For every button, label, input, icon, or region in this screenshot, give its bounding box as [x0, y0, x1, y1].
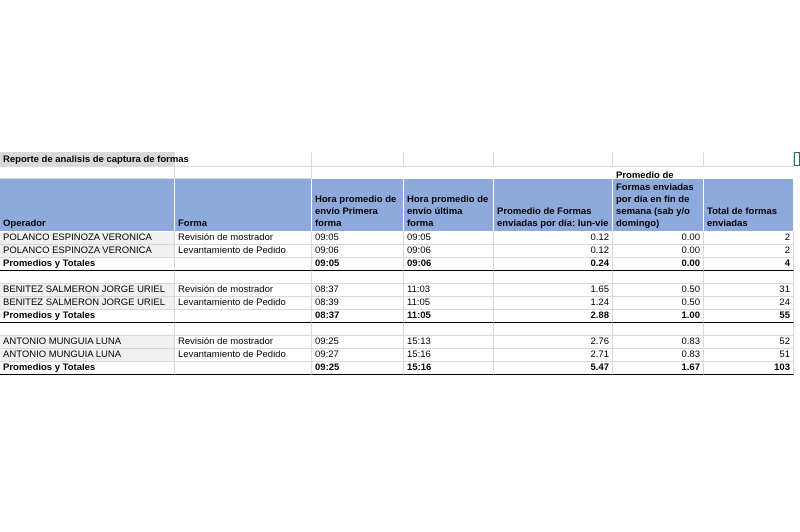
weekday-avg-cell[interactable]: 0.12: [494, 245, 613, 258]
empty-cell[interactable]: [704, 152, 794, 167]
operador-cell[interactable]: POLANCO ESPINOZA VERONICA: [0, 232, 175, 245]
first-time-cell[interactable]: 09:05: [312, 232, 404, 245]
empty-cell[interactable]: [404, 271, 494, 284]
totals-label[interactable]: Promedios y Totales: [0, 258, 175, 271]
last-time-cell[interactable]: 15:16: [404, 362, 494, 375]
empty-cell[interactable]: [175, 323, 312, 336]
first-time-cell[interactable]: 09:25: [312, 336, 404, 349]
forma-cell[interactable]: [175, 258, 312, 271]
empty-cell[interactable]: [404, 323, 494, 336]
empty-cell[interactable]: [613, 152, 704, 167]
empty-cell[interactable]: [704, 323, 794, 336]
empty-cell[interactable]: [704, 271, 794, 284]
table-row: [0, 245, 800, 258]
total-cell[interactable]: 24: [704, 297, 794, 310]
empty-cell[interactable]: [494, 271, 613, 284]
empty-cell[interactable]: [175, 167, 312, 179]
total-cell[interactable]: 51: [704, 349, 794, 362]
report-title[interactable]: Reporte de analisis de captura de formas: [0, 152, 175, 167]
forma-cell[interactable]: Levantamiento de Pedido: [175, 245, 312, 258]
weekend-avg-cell[interactable]: 0.00: [613, 232, 704, 245]
title-row: [0, 152, 800, 167]
operador-cell[interactable]: POLANCO ESPINOZA VERONICA: [0, 245, 175, 258]
last-time-cell[interactable]: 09:06: [404, 258, 494, 271]
empty-cell[interactable]: [175, 152, 312, 167]
weekday-avg-cell[interactable]: 0.24: [494, 258, 613, 271]
total-cell[interactable]: 103: [704, 362, 794, 375]
total-cell[interactable]: 31: [704, 284, 794, 297]
totals-row: [0, 310, 800, 323]
empty-cell[interactable]: [312, 323, 404, 336]
header-row: [0, 170, 800, 232]
table-row: [0, 297, 800, 310]
operador-cell[interactable]: ANTONIO MUNGUIA LUNA: [0, 336, 175, 349]
operador-cell[interactable]: BENITEZ SALMERON JORGE URIEL: [0, 297, 175, 310]
column-header-first-form-time[interactable]: Hora promedio de envío Primera forma: [312, 179, 404, 232]
totals-label[interactable]: Promedios y Totales: [0, 310, 175, 323]
first-time-cell[interactable]: 09:06: [312, 245, 404, 258]
spacer-row: [0, 323, 800, 336]
weekday-avg-cell[interactable]: 5.47: [494, 362, 613, 375]
column-header-weekday-avg[interactable]: Promedio de Formas enviadas por día: lun-vie: [494, 179, 613, 232]
forma-cell[interactable]: [175, 362, 312, 375]
empty-cell[interactable]: [613, 271, 704, 284]
weekday-avg-cell[interactable]: 0.12: [494, 232, 613, 245]
weekday-avg-cell[interactable]: 1.24: [494, 297, 613, 310]
last-time-cell[interactable]: 11:03: [404, 284, 494, 297]
first-time-cell[interactable]: 08:39: [312, 297, 404, 310]
table-row: [0, 349, 800, 362]
last-time-cell[interactable]: 11:05: [404, 310, 494, 323]
empty-cell[interactable]: [312, 152, 404, 167]
empty-cell[interactable]: [613, 323, 704, 336]
first-time-cell[interactable]: 09:05: [312, 258, 404, 271]
weekend-avg-cell[interactable]: 0.00: [613, 245, 704, 258]
empty-cell[interactable]: [494, 323, 613, 336]
weekend-avg-cell[interactable]: 0.50: [613, 297, 704, 310]
forma-cell[interactable]: Revisión de mostrador: [175, 232, 312, 245]
weekend-avg-cell[interactable]: 0.50: [613, 284, 704, 297]
weekend-avg-cell[interactable]: 0.83: [613, 349, 704, 362]
weekend-avg-cell[interactable]: 1.67: [613, 362, 704, 375]
empty-cell[interactable]: [404, 152, 494, 167]
last-time-cell[interactable]: 15:16: [404, 349, 494, 362]
empty-cell[interactable]: [175, 271, 312, 284]
forma-cell[interactable]: Revisión de mostrador: [175, 336, 312, 349]
weekend-avg-cell[interactable]: 0.00: [613, 258, 704, 271]
first-time-cell[interactable]: 08:37: [312, 284, 404, 297]
table-row: [0, 232, 800, 245]
table-row: [0, 284, 800, 297]
operador-cell[interactable]: BENITEZ SALMERON JORGE URIEL: [0, 284, 175, 297]
column-header-last-form-time[interactable]: Hora promedio de envío última forma: [404, 179, 494, 232]
empty-cell[interactable]: [0, 167, 175, 179]
totals-row: [0, 362, 800, 375]
first-time-cell[interactable]: 09:25: [312, 362, 404, 375]
forma-cell[interactable]: [175, 310, 312, 323]
spacer-row: [0, 271, 800, 284]
column-header-weekend-avg[interactable]: Promedio de Formas enviadas por día en fin de semana (sab y/o domingo): [613, 179, 704, 232]
total-cell[interactable]: 2: [704, 245, 794, 258]
totals-row: [0, 258, 800, 271]
weekend-avg-cell[interactable]: 1.00: [613, 310, 704, 323]
column-header-forma[interactable]: Forma: [175, 179, 312, 232]
weekday-avg-cell[interactable]: 2.76: [494, 336, 613, 349]
forma-cell[interactable]: Revisión de mostrador: [175, 284, 312, 297]
column-header-operador[interactable]: Operador: [0, 179, 175, 232]
table-row: [0, 336, 800, 349]
last-time-cell[interactable]: 11:05: [404, 297, 494, 310]
weekday-avg-cell[interactable]: 2.71: [494, 349, 613, 362]
total-cell[interactable]: 2: [704, 232, 794, 245]
empty-cell[interactable]: [0, 323, 175, 336]
last-time-cell[interactable]: 09:05: [404, 232, 494, 245]
total-cell[interactable]: 55: [704, 310, 794, 323]
total-cell[interactable]: 4: [704, 258, 794, 271]
column-header-total[interactable]: Total de formas enviadas: [704, 179, 794, 232]
weekend-avg-cell[interactable]: 0.83: [613, 336, 704, 349]
last-time-cell[interactable]: 15:13: [404, 336, 494, 349]
total-cell[interactable]: 52: [704, 336, 794, 349]
operador-cell[interactable]: ANTONIO MUNGUIA LUNA: [0, 349, 175, 362]
first-time-cell[interactable]: 08:37: [312, 310, 404, 323]
forma-cell[interactable]: Levantamiento de Pedido: [175, 297, 312, 310]
empty-cell[interactable]: [0, 271, 175, 284]
empty-cell[interactable]: [494, 152, 613, 167]
first-time-cell[interactable]: 09:27: [312, 349, 404, 362]
totals-label[interactable]: Promedios y Totales: [0, 362, 175, 375]
active-cell-indicator[interactable]: [794, 152, 800, 166]
empty-cell[interactable]: [312, 271, 404, 284]
last-time-cell[interactable]: 09:06: [404, 245, 494, 258]
weekday-avg-cell[interactable]: 2.88: [494, 310, 613, 323]
forma-cell[interactable]: Levantamiento de Pedido: [175, 349, 312, 362]
weekday-avg-cell[interactable]: 1.65: [494, 284, 613, 297]
